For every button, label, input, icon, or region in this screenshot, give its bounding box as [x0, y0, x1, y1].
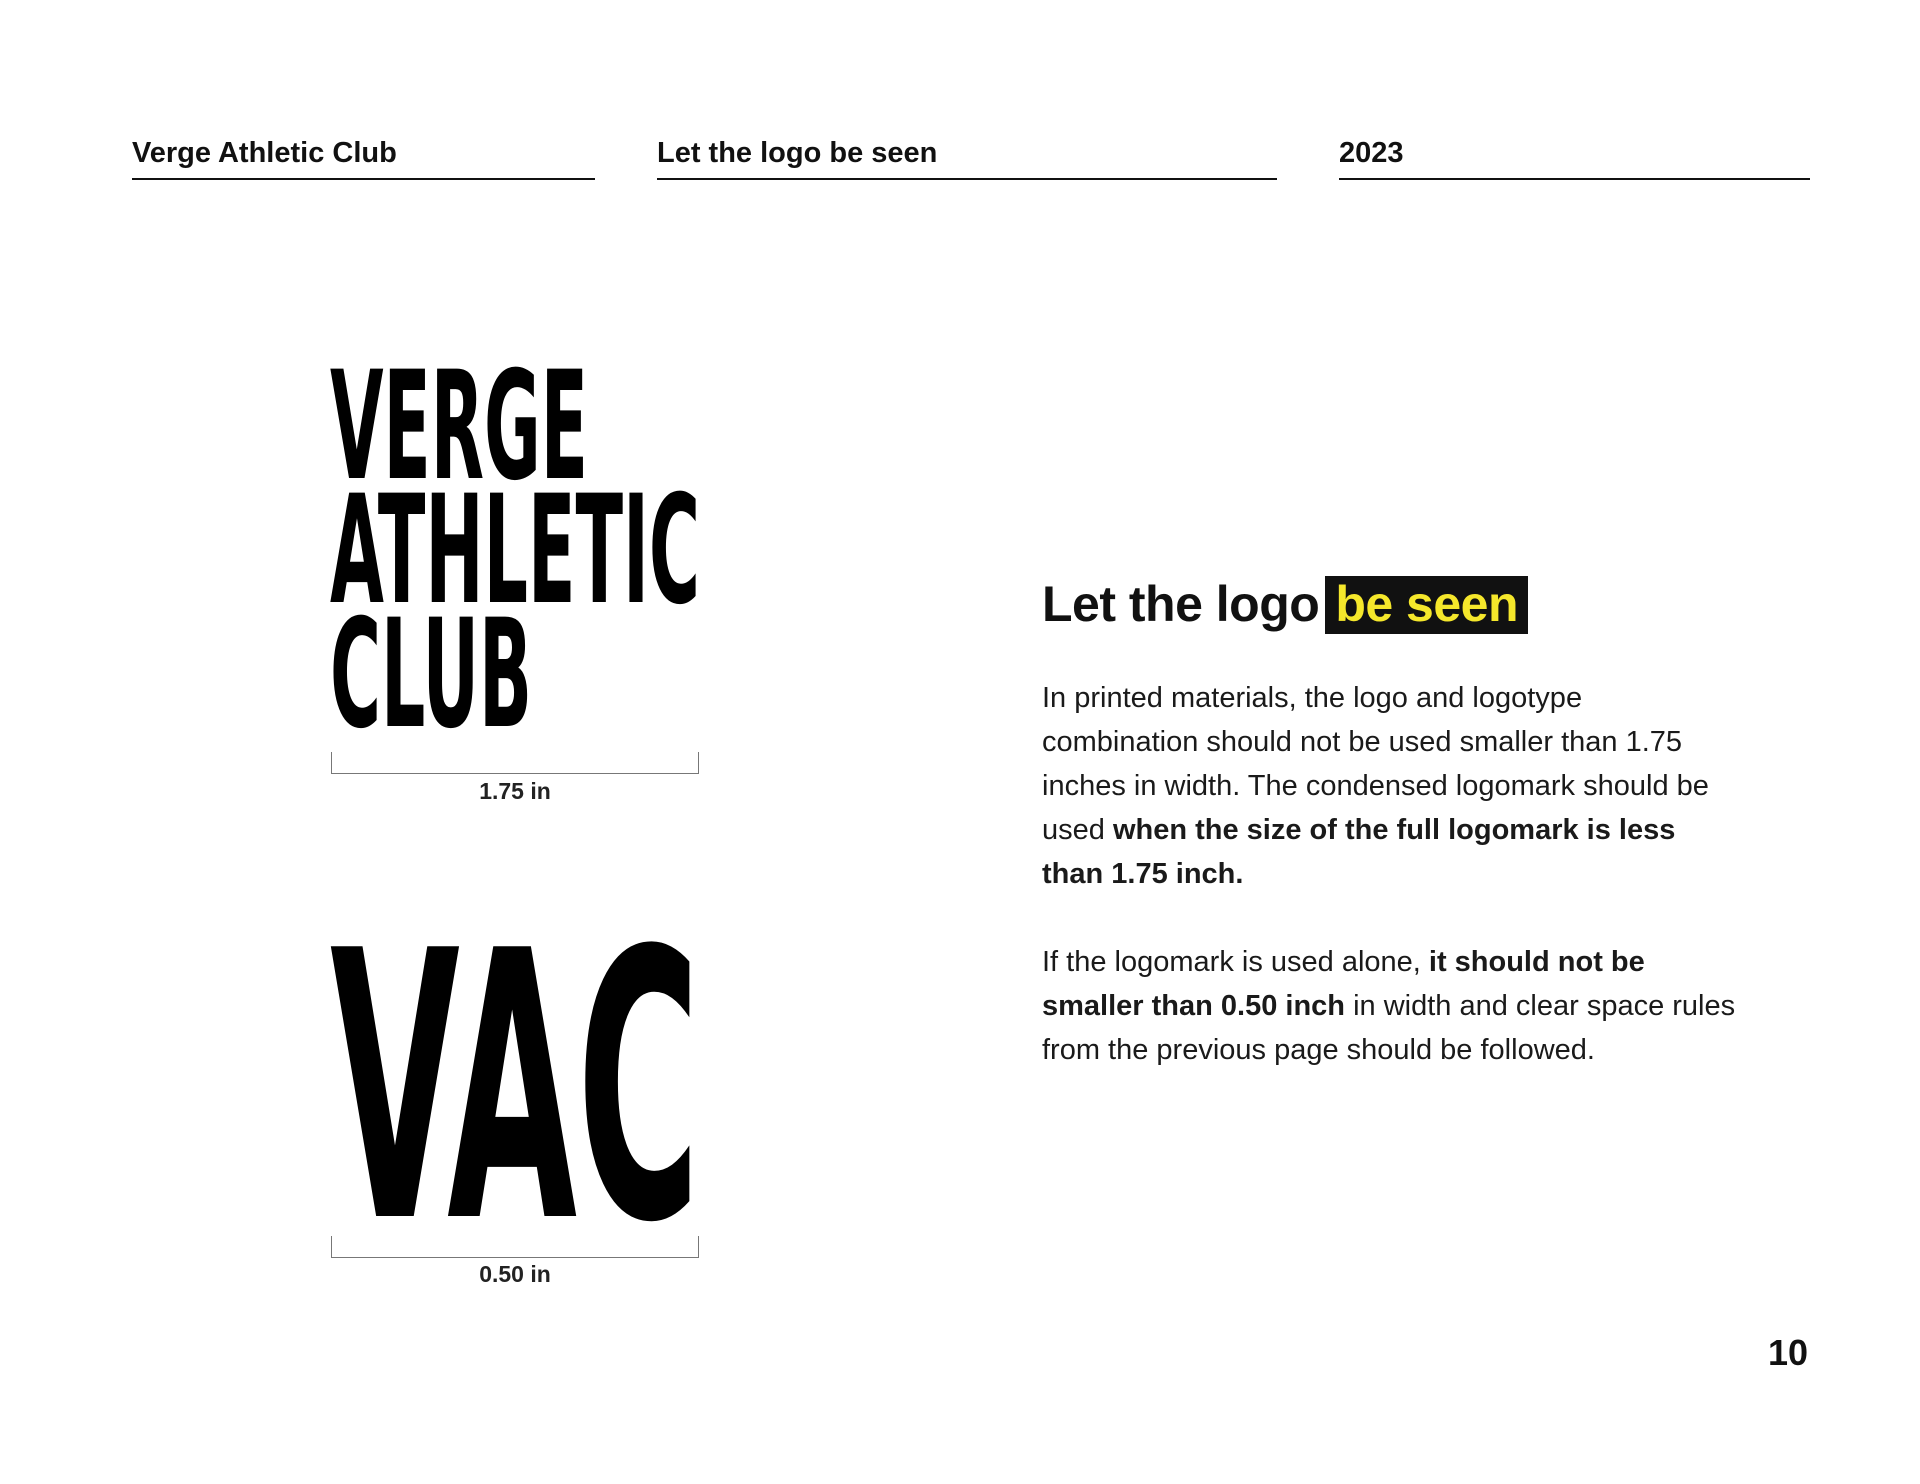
paragraph-1-bold: when the size of the full logomark is less than 1.75 inch.: [1042, 814, 1676, 890]
header-year-text: 2023: [1339, 137, 1404, 169]
paragraph-1-text: In printed materials, the logo and logotype combination should not be used smaller than 1.75 inches in width. The condensed logomark should be used: [1042, 682, 1709, 846]
paragraph-2-text-before: If the logomark is used alone,: [1042, 946, 1429, 978]
page-number: 10: [1767, 1332, 1808, 1373]
paragraph-2-text-after: in width and clear space rules from the previous page should be followed.: [1042, 990, 1736, 1066]
header-year: [1339, 136, 1810, 180]
logomark: [330, 932, 700, 1222]
logomark-width-label: 0.50 in: [479, 1261, 551, 1287]
logomark-width-ruler: [331, 1236, 699, 1258]
header-brand-text: Verge Athletic Club: [132, 137, 397, 169]
full-logo-width-label: 1.75 in: [479, 778, 551, 804]
full-logo-line-2: ATHLETIC: [330, 464, 700, 638]
full-logo-line-3: CLUB: [330, 588, 532, 730]
paragraph-2: [1042, 940, 1742, 1072]
header-section: [657, 136, 1277, 180]
full-logo-line-1: VERGE: [330, 358, 588, 514]
logomark-text: VAC: [330, 932, 700, 1222]
full-logo: [330, 358, 700, 730]
paragraph-1: [1042, 676, 1742, 896]
paragraph-2-bold: it should not be smaller than 0.50 inch: [1042, 946, 1645, 1022]
heading-plain: Let the logo: [1042, 576, 1320, 632]
full-logo-width-ruler: [331, 752, 699, 774]
header-brand: [132, 136, 595, 180]
section-heading: [1042, 572, 1528, 636]
heading-highlight: be seen: [1325, 576, 1528, 634]
header-section-text: Let the logo be seen: [657, 137, 938, 169]
